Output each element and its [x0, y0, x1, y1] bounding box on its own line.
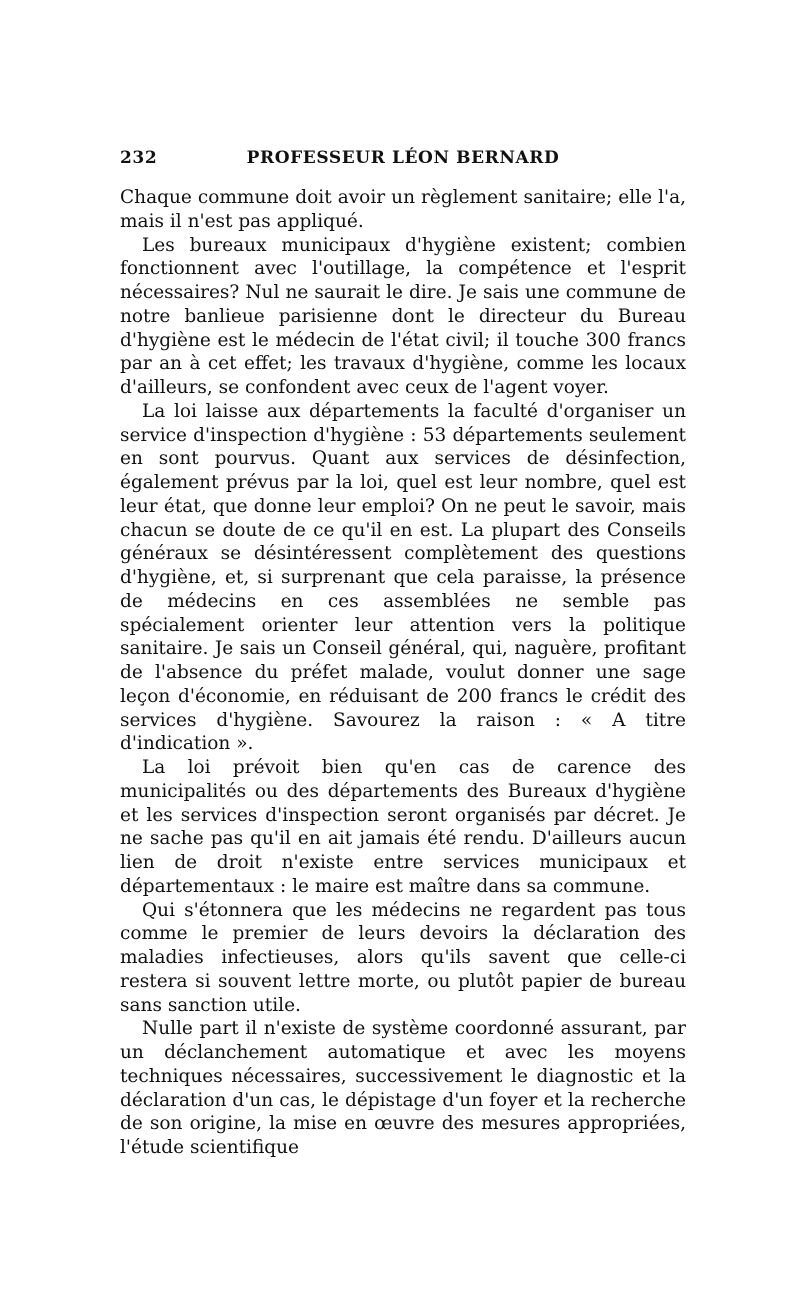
- running-title: PROFESSEUR LÉON BERNARD: [246, 148, 560, 168]
- book-page: [120, 148, 686, 1160]
- paragraph: La loi laisse aux départements la faculté d'organiser un service d'inspection d'hygiène : 53 départements seulement en sont pourvus. Quant aux services de désinfection, également prévus par la loi, quel est leur nombre, quel est leur état, que donne leur emploi? On ne peut le savoir, mais chacun se doute de ce qu'il en est. La plupart des Conseils généraux se désintéressent complètement des questions d'hygiène, et, si surprenant que cela paraisse, la présence de médecins en ces assemblées ne semble pas spécialement orienter leur attention vers la politique sanitaire. Je sais un Conseil général, qui, naguère, profitant de l'absence du préfet malade, voulut donner une sage leçon d'économie, en réduisant de 200 francs le crédit des services d'hygiène. Savourez la raison : « A titre d'indication ».: [120, 400, 686, 755]
- page-number: 232: [120, 148, 158, 168]
- paragraph: Les bureaux municipaux d'hygiène existent; combien fonctionnent avec l'outillage, la compétence et l'esprit nécessaires? Nul ne saurait le dire. Je sais une commune de notre banlieue parisienne dont le directeur du Bureau d'hygiène est le médecin de l'état civil; il touche 300 francs par an à cet effet; les travaux d'hygiène, comme les locaux d'ailleurs, se confondent avec ceux de l'agent voyer.: [120, 234, 686, 398]
- running-head: [120, 148, 686, 178]
- paragraph: Qui s'étonnera que les médecins ne regardent pas tous comme le premier de leurs devoirs la déclaration des maladies infectieuses, alors qu'ils savent que celle-ci restera si souvent lettre morte, ou plutôt papier de bureau sans sanction utile.: [120, 899, 686, 1016]
- paragraph: La loi prévoit bien qu'en cas de carence des municipalités ou des départements des Bureaux d'hygiène et les services d'inspection seront organisés par décret. Je ne sache pas qu'il en ait jamais été rendu. D'ailleurs aucun lien de droit n'existe entre services municipaux et départementaux : le maire est maître dans sa commune.: [120, 757, 686, 897]
- body-text: [120, 186, 686, 1160]
- paragraph: Nulle part il n'existe de système coordonné assurant, par un déclanchement automatique et avec les moyens techniques nécessaires, successivement le diagnostic et la déclaration d'un cas, le dépistage d'un foyer et la recherche de son origine, la mise en œuvre des mesures appropriées, l'étude scientifique: [120, 1018, 686, 1158]
- paragraph: Chaque commune doit avoir un règlement sanitaire; elle l'a, mais il n'est pas appliqué.: [120, 187, 686, 232]
